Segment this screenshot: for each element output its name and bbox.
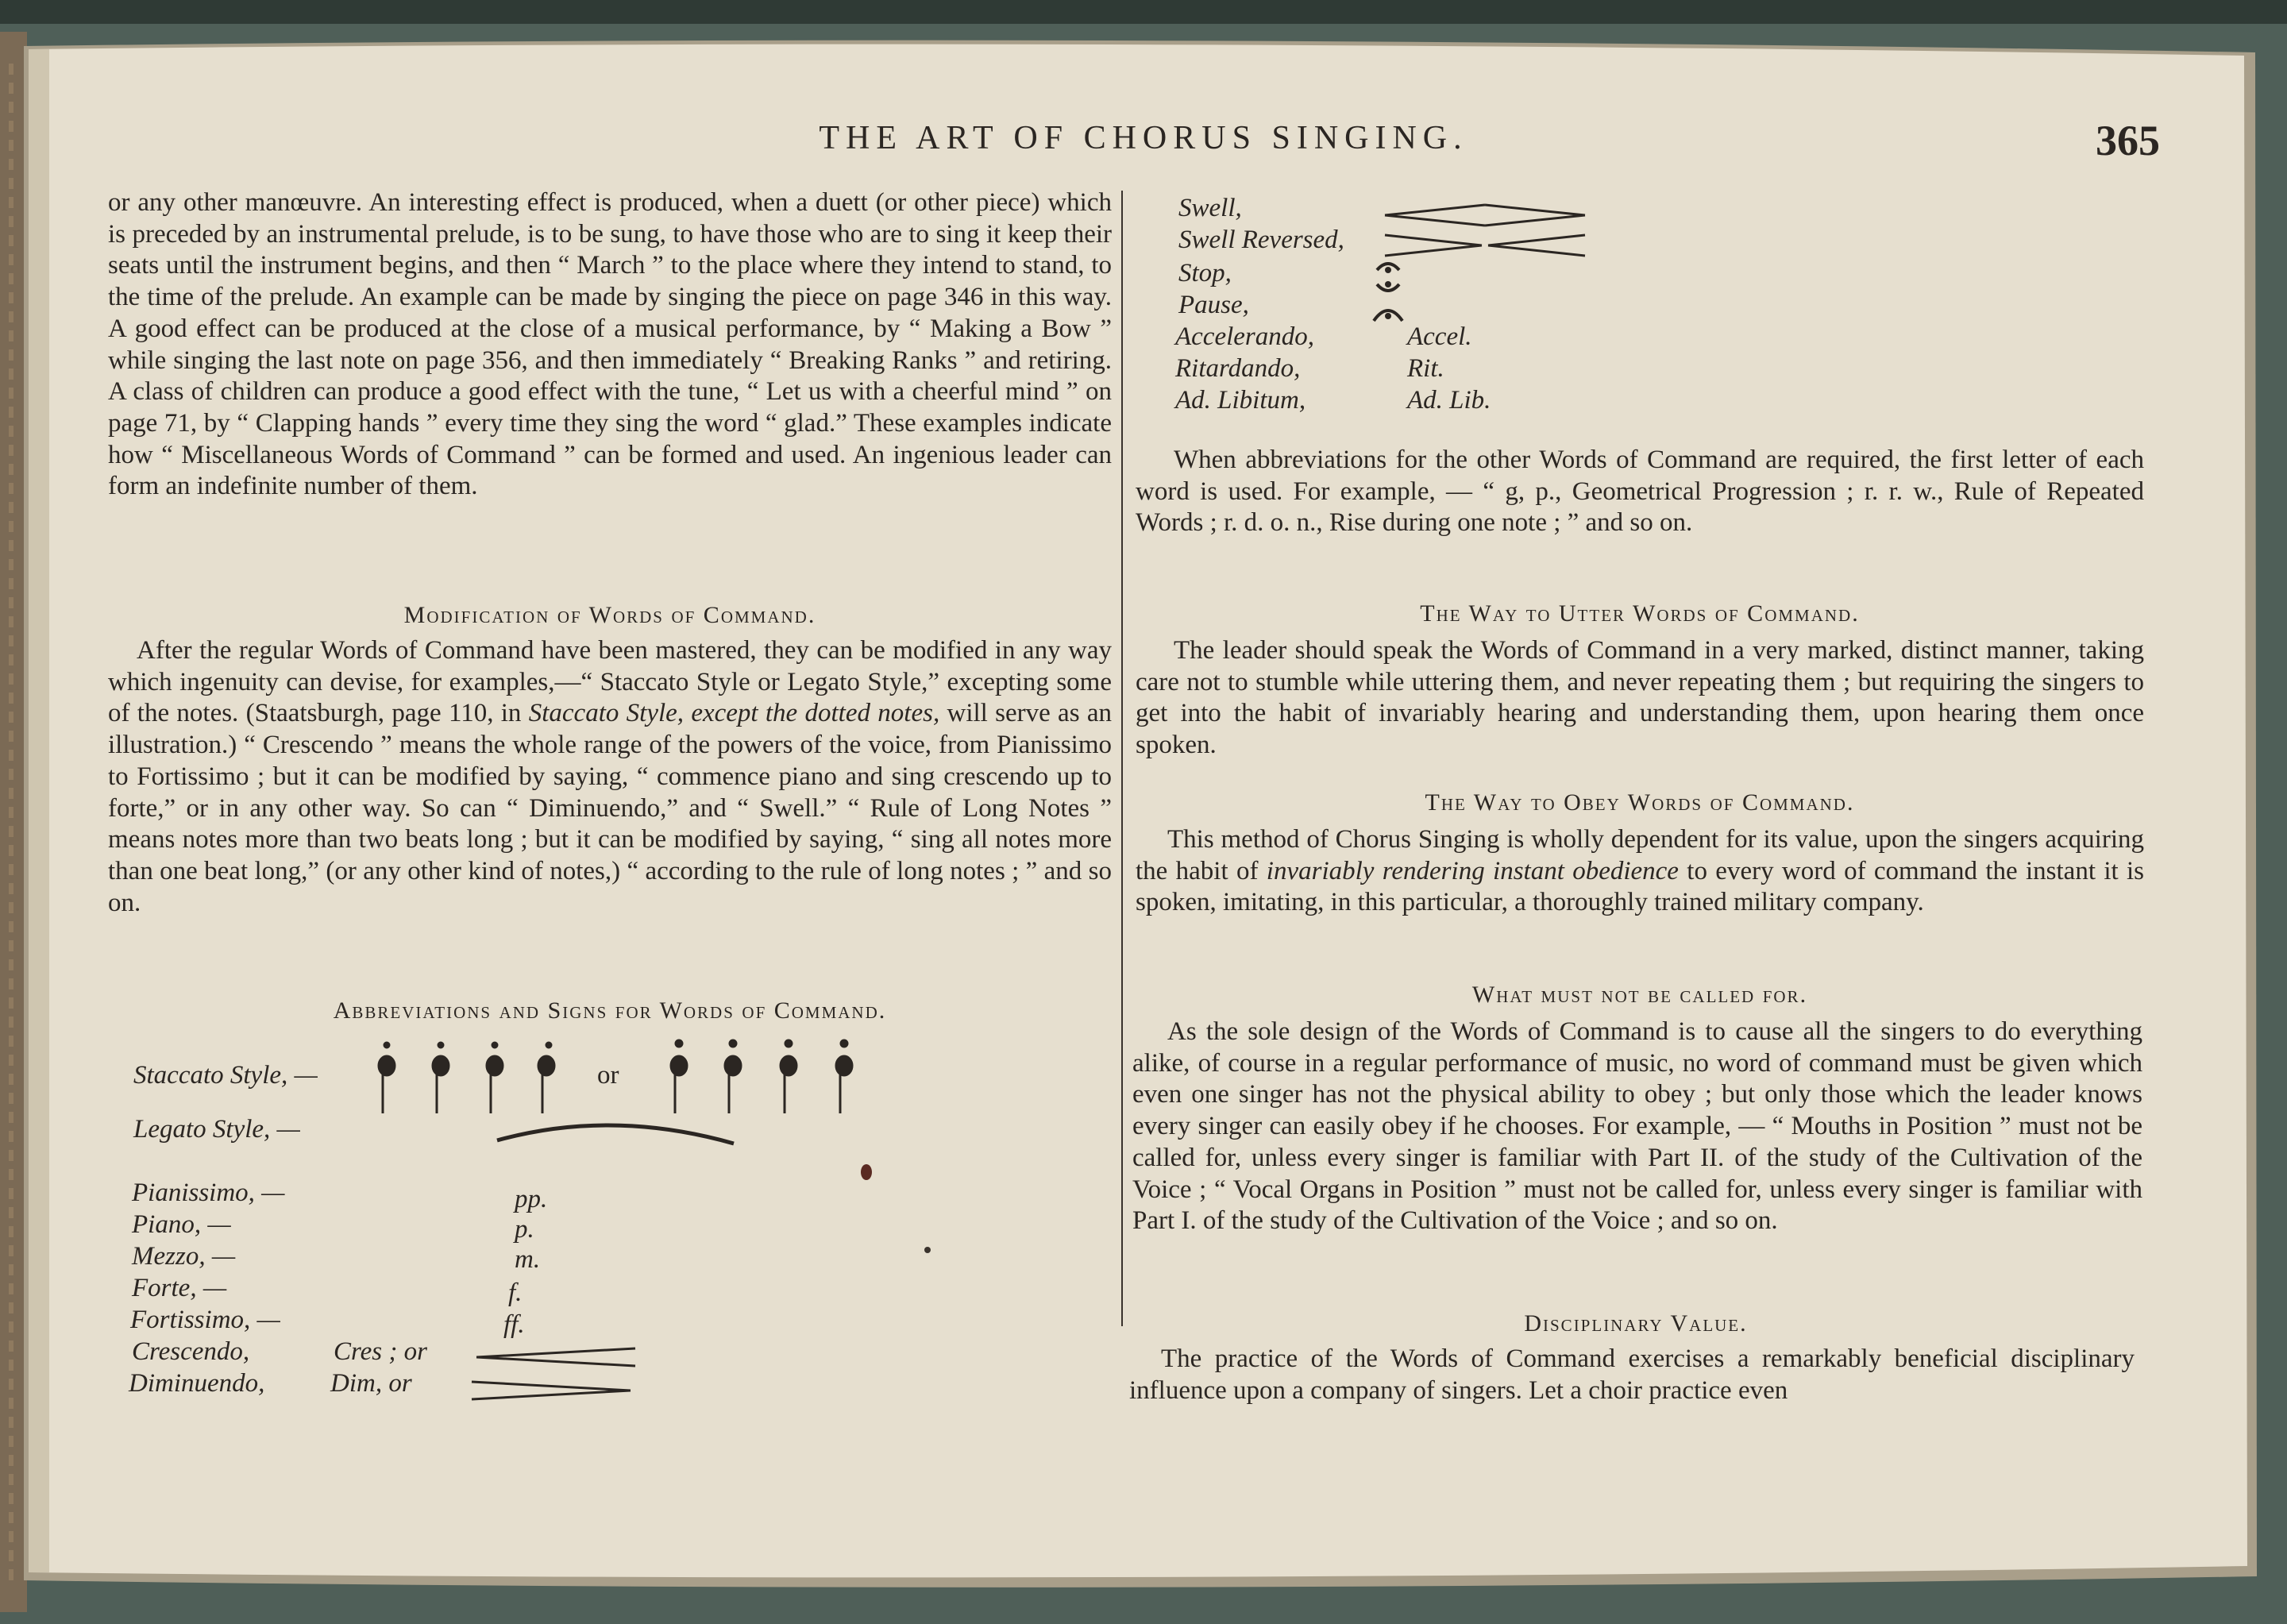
heading-disciplinary: Disciplinary Value. <box>1524 1310 1748 1337</box>
swell-sign-icon <box>1382 202 1588 229</box>
ritardando-abbr: Rit. <box>1407 354 1444 383</box>
heading-utter: The Way to Utter Words of Command. <box>1420 600 1860 627</box>
dynamic-symbol-pianissimo: pp. <box>515 1185 548 1213</box>
accelerando-abbr: Accel. <box>1407 322 1472 351</box>
ink-stain <box>861 1164 872 1180</box>
crescendo-label: Crescendo, <box>132 1337 250 1366</box>
staccato-label: Staccato Style, — <box>133 1061 318 1090</box>
dynamic-label-pianissimo: Pianissimo, — <box>132 1178 285 1207</box>
obey-italic-text: invariably rendering instant obedience <box>1266 856 1679 885</box>
heading-modification: Modification of Words of Command. <box>403 602 816 628</box>
heading-abbreviations: Abbreviations and Signs for Words of Command. <box>333 997 887 1024</box>
diminuendo-label: Diminuendo, <box>129 1369 265 1398</box>
modification-paragraph <box>108 635 1112 919</box>
swell-reversed-sign-icon <box>1382 232 1588 259</box>
running-header-title: THE ART OF CHORUS SINGING. <box>819 120 1468 156</box>
accelerando-label: Accelerando, <box>1175 322 1315 351</box>
dynamic-symbol-mezzo: m. <box>515 1245 541 1274</box>
pause-fermata-icon <box>1371 299 1406 324</box>
modification-text-end: will serve as an illustration.) “ Crescendo ” means the whole range of the powers of the voice, from Pianissimo to Fortissimo ; but it can be modified by saying, “ commence piano and sing crescendo up to forte,” or in any other way. So can “ Diminuendo,” and “ Swell.” “ Rule of Long Notes ” means notes more than two beats long ; but it can be modified by saying, “ sing all notes more than one beat long,” (or any other kind of notes,) “ according to the rule of long notes ; ” and so on. <box>108 699 1112 917</box>
must-not-paragraph: As the sole design of the Words of Command is to cause all the singers to do everything alike, of course in a regular performance of music, no word of command must be given which even one singer has not the physical ability to obey ; but only those which the leader knows every singer can easily obey if he chooses. For example, — “ Mouths in Position ” must not be called for, unless every singer is familiar with Part II. of the study of the Cultivation of the Voice ; “ Vocal Organs in Position ” must not be called for, unless every singer is familiar with Part I. of the study of the Cultivation of the Voice ; and so on. <box>1132 1017 2142 1236</box>
stop-label: Stop, <box>1178 259 1232 287</box>
column-divider <box>1121 191 1123 1326</box>
ink-speck <box>924 1247 931 1253</box>
dynamic-label-forte: Forte, — <box>132 1274 227 1302</box>
obey-paragraph <box>1136 824 2144 919</box>
stop-sign-icon <box>1372 259 1404 295</box>
obey-text-start: This method of Chorus Singing is wholly dependent for its value, upon the singers acquiring the habit of <box>1136 825 2144 885</box>
intro-paragraph: or any other manœuvre. An interesting effect is produced, when a duett (or other piece) which is preceded by an instrumental prelude, is to be sung, to have those who are to sing it keep their seats until the instrument begins, and then “ March ” to the place where they intend to stand, to the time of the prelude. An example can be made by singing the piece on page 346 in this way. A good effect can be produced at the close of a musical performance, by “ Making a Bow ” while singing the last note on page 356, and then immediately “ Breaking Ranks ” and retiring. A class of children can produce a good effect with the tune, “ Let us with a cheerful mind ” on page 71, by “ Clapping hands ” every time they sing the word “ glad.” These examples indicate how “ Miscellaneous Words of Command ” can be formed and used. An ingenious leader can form an indefinite number of them. <box>108 188 1112 501</box>
or-word: or <box>597 1061 619 1090</box>
pause-label: Pause, <box>1178 291 1249 319</box>
dynamic-label-piano: Piano, — <box>132 1210 231 1239</box>
dynamic-label-mezzo: Mezzo, — <box>132 1242 236 1271</box>
ad-libitum-label: Ad. Libitum, <box>1175 386 1306 415</box>
modification-text-start: After the regular Words of Command have been mastered, they can be modified in any way which ingenuity can devise, for examples,—“ Staccato Style or Legato Style,” excepting some of the notes. (Staatsburgh, page 110, in <box>108 636 1112 728</box>
staccato-notes-dots <box>365 1032 556 1120</box>
crescendo-abbr: Cres ; or <box>334 1337 427 1366</box>
utter-paragraph: The leader should speak the Words of Command in a very marked, distinct manner, taking care not to stumble while uttering them, and never repeating them ; but requiring the singers to get into the habit of invariably hearing and understanding them, upon hearing them once spoken. <box>1136 636 2144 760</box>
dynamic-label-fortissimo: Fortissimo, — <box>130 1306 280 1334</box>
ritardando-label: Ritardando, <box>1175 354 1301 383</box>
diminuendo-abbr: Dim, or <box>330 1369 412 1398</box>
disciplinary-paragraph: The practice of the Words of Command exercises a remarkably beneficial disciplinary influence upon a company of singers. Let a choir practice even <box>1129 1344 2135 1405</box>
heading-must-not: What must not be called for. <box>1471 982 1808 1008</box>
abbreviations-paragraph: When abbreviations for the other Words of Command are required, the first letter of each word is used. For example, — “ g, p., Geometrical Progression ; r. r. w., Rule of Repeated Words ; r. d. o. n., Rise during one note ; ” and so on. <box>1136 446 2144 538</box>
dynamic-symbol-piano: p. <box>515 1215 534 1244</box>
dynamic-symbol-fortissimo: ff. <box>503 1310 525 1339</box>
staccato-notes-points <box>659 1032 858 1120</box>
heading-obey: The Way to Obey Words of Command. <box>1425 789 1855 816</box>
crescendo-hairpin-icon <box>473 1345 640 1369</box>
page-number: 365 <box>2096 117 2160 164</box>
dynamic-symbol-forte: f. <box>508 1279 523 1307</box>
swell-label: Swell, <box>1178 194 1242 222</box>
swell-reversed-label: Swell Reversed, <box>1178 226 1344 254</box>
diminuendo-hairpin-icon <box>469 1379 635 1402</box>
modification-italic-text: Staccato Style, except the dotted notes, <box>528 699 940 728</box>
legato-label: Legato Style, — <box>133 1115 300 1144</box>
legato-slur-icon <box>492 1115 739 1155</box>
obey-text-end: to every word of command the instant it is spoken, imitating, in this particular, a thoroughly trained military company. <box>1136 856 2145 917</box>
ad-libitum-abbr: Ad. Lib. <box>1407 386 1491 415</box>
